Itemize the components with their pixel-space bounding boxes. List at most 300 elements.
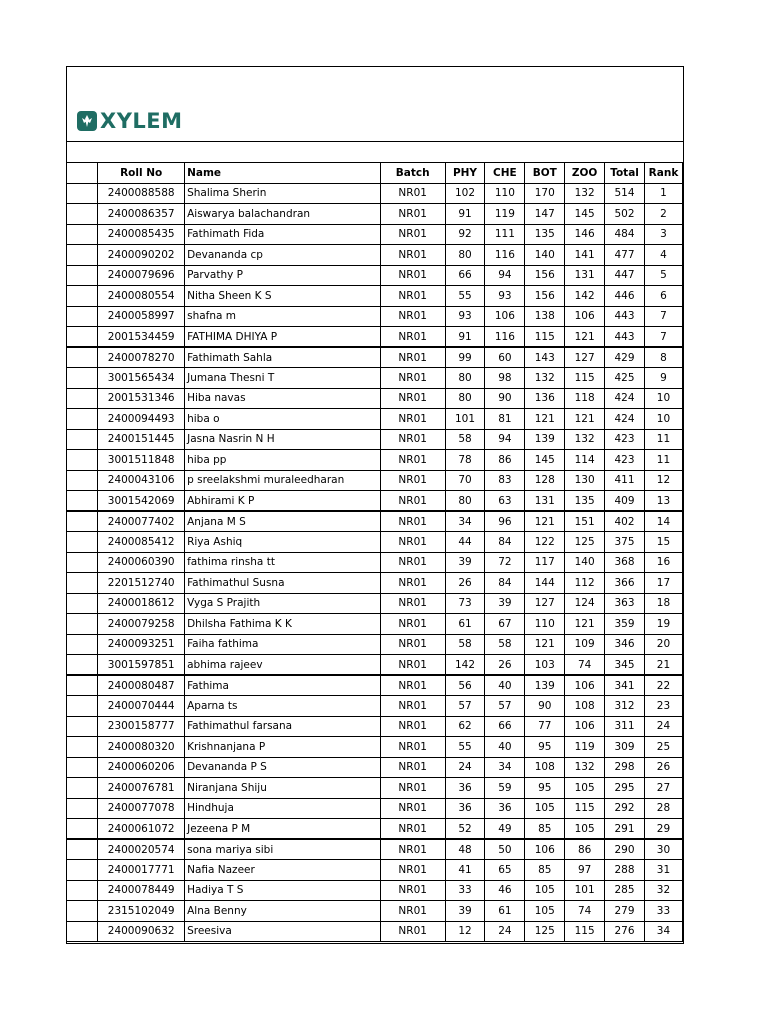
cell-roll-no: 2400080487 (98, 675, 185, 696)
cell-name: hiba o (185, 409, 381, 430)
cell-rank: 5 (644, 265, 682, 286)
cell-rank: 23 (644, 696, 682, 717)
table-row (67, 798, 683, 819)
row-blank-cell (67, 819, 98, 840)
cell-total: 341 (605, 675, 645, 696)
row-blank-cell (67, 429, 98, 450)
cell-name: Parvathy P (185, 265, 381, 286)
cell-name: Aiswarya balachandran (185, 204, 381, 225)
cell-roll-no: 2400080554 (98, 286, 185, 307)
cell-total: 443 (605, 327, 645, 348)
cell-name: Aparna ts (185, 696, 381, 717)
brand-name: XYLEM (100, 109, 183, 133)
row-blank-cell (67, 757, 98, 778)
cell-name: FATHIMA DHIYA P (185, 327, 381, 348)
cell-rank: 30 (644, 839, 682, 860)
cell-phy: 55 (445, 737, 485, 758)
cell-roll-no: 2400094493 (98, 409, 185, 430)
row-blank-cell (67, 901, 98, 922)
cell-che: 90 (485, 388, 525, 409)
cell-total: 312 (605, 696, 645, 717)
cell-total: 411 (605, 470, 645, 491)
cell-che: 116 (485, 245, 525, 266)
table-row (67, 921, 683, 942)
cell-name: Vyga S Prajith (185, 593, 381, 614)
cell-zoo: 119 (565, 737, 605, 758)
table-row (67, 265, 683, 286)
cell-roll-no: 2400060390 (98, 552, 185, 573)
cell-rank: 21 (644, 655, 682, 676)
cell-name: p sreelakshmi muraleedharan (185, 470, 381, 491)
cell-zoo: 105 (565, 778, 605, 799)
cell-roll-no: 2400061072 (98, 819, 185, 840)
table-row (67, 409, 683, 430)
cell-roll-no: 3001542069 (98, 491, 185, 512)
cell-total: 402 (605, 511, 645, 532)
cell-total: 279 (605, 901, 645, 922)
cell-batch: NR01 (380, 798, 445, 819)
row-blank-cell (67, 327, 98, 348)
row-blank-cell (67, 470, 98, 491)
cell-total: 285 (605, 880, 645, 901)
cell-rank: 15 (644, 532, 682, 553)
cell-name: Jezeena P M (185, 819, 381, 840)
cell-zoo: 141 (565, 245, 605, 266)
cell-roll-no: 2400058997 (98, 306, 185, 327)
row-blank-cell (67, 860, 98, 881)
cell-rank: 11 (644, 429, 682, 450)
cell-phy: 80 (445, 245, 485, 266)
cell-bot: 145 (525, 450, 565, 471)
table-row (67, 839, 683, 860)
row-blank-cell (67, 265, 98, 286)
cell-total: 292 (605, 798, 645, 819)
cell-bot: 139 (525, 675, 565, 696)
cell-roll-no: 2400079696 (98, 265, 185, 286)
row-blank-cell (67, 696, 98, 717)
cell-zoo: 151 (565, 511, 605, 532)
cell-batch: NR01 (380, 409, 445, 430)
cell-bot: 105 (525, 880, 565, 901)
cell-zoo: 124 (565, 593, 605, 614)
cell-roll-no: 3001597851 (98, 655, 185, 676)
cell-roll-no: 2400070444 (98, 696, 185, 717)
cell-che: 36 (485, 798, 525, 819)
results-table (67, 162, 683, 942)
cell-bot: 139 (525, 429, 565, 450)
cell-name: Riya Ashiq (185, 532, 381, 553)
row-blank-cell (67, 511, 98, 532)
cell-phy: 142 (445, 655, 485, 676)
cell-rank: 17 (644, 573, 682, 594)
cell-batch: NR01 (380, 204, 445, 225)
cell-bot: 128 (525, 470, 565, 491)
cell-rank: 33 (644, 901, 682, 922)
cell-rank: 22 (644, 675, 682, 696)
row-blank-cell (67, 573, 98, 594)
cell-total: 484 (605, 224, 645, 245)
cell-bot: 95 (525, 778, 565, 799)
cell-name: Devananda P S (185, 757, 381, 778)
cell-zoo: 109 (565, 634, 605, 655)
cell-rank: 29 (644, 819, 682, 840)
cell-che: 63 (485, 491, 525, 512)
cell-rank: 19 (644, 614, 682, 635)
cell-batch: NR01 (380, 757, 445, 778)
cell-bot: 77 (525, 716, 565, 737)
cell-che: 50 (485, 839, 525, 860)
table-row (67, 245, 683, 266)
cell-zoo: 114 (565, 450, 605, 471)
table-row (67, 306, 683, 327)
cell-phy: 80 (445, 388, 485, 409)
cell-batch: NR01 (380, 183, 445, 204)
cell-bot: 147 (525, 204, 565, 225)
cell-roll-no: 2400151445 (98, 429, 185, 450)
cell-rank: 14 (644, 511, 682, 532)
cell-bot: 85 (525, 860, 565, 881)
cell-bot: 121 (525, 511, 565, 532)
table-row (67, 368, 683, 389)
cell-phy: 41 (445, 860, 485, 881)
cell-total: 477 (605, 245, 645, 266)
table-row (67, 901, 683, 922)
cell-zoo: 86 (565, 839, 605, 860)
table-row (67, 224, 683, 245)
row-blank-cell (67, 368, 98, 389)
cell-zoo: 108 (565, 696, 605, 717)
cell-bot: 121 (525, 634, 565, 655)
cell-batch: NR01 (380, 655, 445, 676)
cell-che: 40 (485, 737, 525, 758)
cell-zoo: 135 (565, 491, 605, 512)
cell-zoo: 115 (565, 921, 605, 942)
cell-bot: 95 (525, 737, 565, 758)
cell-phy: 39 (445, 901, 485, 922)
cell-phy: 93 (445, 306, 485, 327)
cell-batch: NR01 (380, 634, 445, 655)
cell-rank: 20 (644, 634, 682, 655)
table-row (67, 450, 683, 471)
table-row (67, 573, 683, 594)
cell-roll-no: 2400020574 (98, 839, 185, 860)
table-row (67, 552, 683, 573)
cell-phy: 80 (445, 368, 485, 389)
cell-bot: 135 (525, 224, 565, 245)
cell-che: 110 (485, 183, 525, 204)
cell-name: Jumana Thesni T (185, 368, 381, 389)
cell-bot: 136 (525, 388, 565, 409)
cell-rank: 28 (644, 798, 682, 819)
cell-phy: 44 (445, 532, 485, 553)
row-blank-cell (67, 634, 98, 655)
cell-name: shafna m (185, 306, 381, 327)
row-blank-cell (67, 552, 98, 573)
logo-row (67, 67, 683, 142)
cell-name: Fathimathul farsana (185, 716, 381, 737)
cell-roll-no: 2400060206 (98, 757, 185, 778)
cell-phy: 52 (445, 819, 485, 840)
cell-che: 59 (485, 778, 525, 799)
cell-total: 366 (605, 573, 645, 594)
header-name: Name (185, 163, 381, 184)
cell-bot: 85 (525, 819, 565, 840)
row-blank-cell (67, 306, 98, 327)
cell-zoo: 101 (565, 880, 605, 901)
cell-roll-no: 2400043106 (98, 470, 185, 491)
cell-bot: 140 (525, 245, 565, 266)
cell-bot: 131 (525, 491, 565, 512)
cell-bot: 144 (525, 573, 565, 594)
cell-zoo: 121 (565, 327, 605, 348)
cell-name: Dhilsha Fathima K K (185, 614, 381, 635)
cell-bot: 103 (525, 655, 565, 676)
cell-zoo: 115 (565, 798, 605, 819)
cell-rank: 34 (644, 921, 682, 942)
row-blank-cell (67, 532, 98, 553)
cell-zoo: 142 (565, 286, 605, 307)
cell-che: 106 (485, 306, 525, 327)
cell-zoo: 132 (565, 183, 605, 204)
cell-batch: NR01 (380, 327, 445, 348)
cell-batch: NR01 (380, 388, 445, 409)
cell-phy: 36 (445, 778, 485, 799)
cell-total: 375 (605, 532, 645, 553)
cell-batch: NR01 (380, 450, 445, 471)
cell-name: Alna Benny (185, 901, 381, 922)
results-sheet (66, 66, 684, 944)
cell-phy: 91 (445, 204, 485, 225)
leaf-icon (77, 111, 97, 131)
cell-zoo: 97 (565, 860, 605, 881)
header-blank (67, 163, 98, 184)
table-row (67, 511, 683, 532)
cell-rank: 12 (644, 470, 682, 491)
cell-roll-no: 2201512740 (98, 573, 185, 594)
cell-batch: NR01 (380, 511, 445, 532)
cell-total: 346 (605, 634, 645, 655)
cell-name: Krishnanjana P (185, 737, 381, 758)
cell-zoo: 118 (565, 388, 605, 409)
cell-roll-no: 3001511848 (98, 450, 185, 471)
table-row (67, 880, 683, 901)
table-row (67, 778, 683, 799)
cell-name: Fathimath Fida (185, 224, 381, 245)
cell-rank: 4 (644, 245, 682, 266)
table-row (67, 327, 683, 348)
cell-batch: NR01 (380, 696, 445, 717)
cell-bot: 170 (525, 183, 565, 204)
header-zoo: ZOO (565, 163, 605, 184)
cell-zoo: 132 (565, 429, 605, 450)
cell-batch: NR01 (380, 880, 445, 901)
row-blank-cell (67, 675, 98, 696)
cell-phy: 73 (445, 593, 485, 614)
cell-zoo: 125 (565, 532, 605, 553)
cell-name: Niranjana Shiju (185, 778, 381, 799)
cell-name: Sreesiva (185, 921, 381, 942)
row-blank-cell (67, 880, 98, 901)
cell-name: Nafia Nazeer (185, 860, 381, 881)
cell-total: 368 (605, 552, 645, 573)
header-total: Total (605, 163, 645, 184)
cell-zoo: 106 (565, 306, 605, 327)
cell-name: Hadiya T S (185, 880, 381, 901)
cell-phy: 99 (445, 347, 485, 368)
cell-total: 514 (605, 183, 645, 204)
cell-che: 84 (485, 573, 525, 594)
header-phy: PHY (445, 163, 485, 184)
cell-total: 290 (605, 839, 645, 860)
cell-zoo: 74 (565, 901, 605, 922)
cell-phy: 92 (445, 224, 485, 245)
cell-name: sona mariya sibi (185, 839, 381, 860)
cell-rank: 7 (644, 327, 682, 348)
table-row (67, 675, 683, 696)
cell-che: 84 (485, 532, 525, 553)
cell-che: 24 (485, 921, 525, 942)
cell-name: Shalima Sherin (185, 183, 381, 204)
table-row (67, 614, 683, 635)
cell-che: 94 (485, 429, 525, 450)
cell-phy: 56 (445, 675, 485, 696)
cell-zoo: 121 (565, 409, 605, 430)
cell-bot: 108 (525, 757, 565, 778)
cell-che: 66 (485, 716, 525, 737)
cell-batch: NR01 (380, 552, 445, 573)
cell-phy: 12 (445, 921, 485, 942)
cell-bot: 122 (525, 532, 565, 553)
cell-bot: 156 (525, 265, 565, 286)
cell-bot: 156 (525, 286, 565, 307)
cell-zoo: 140 (565, 552, 605, 573)
cell-che: 61 (485, 901, 525, 922)
cell-phy: 55 (445, 286, 485, 307)
cell-roll-no: 2001531346 (98, 388, 185, 409)
row-blank-cell (67, 450, 98, 471)
cell-phy: 70 (445, 470, 485, 491)
cell-roll-no: 2400093251 (98, 634, 185, 655)
row-blank-cell (67, 655, 98, 676)
cell-zoo: 106 (565, 716, 605, 737)
cell-total: 298 (605, 757, 645, 778)
cell-roll-no: 2400085435 (98, 224, 185, 245)
cell-name: Hiba navas (185, 388, 381, 409)
cell-phy: 24 (445, 757, 485, 778)
cell-che: 93 (485, 286, 525, 307)
cell-zoo: 132 (565, 757, 605, 778)
row-blank-cell (67, 204, 98, 225)
cell-total: 424 (605, 388, 645, 409)
cell-rank: 8 (644, 347, 682, 368)
cell-phy: 62 (445, 716, 485, 737)
cell-roll-no: 2400086357 (98, 204, 185, 225)
cell-total: 502 (605, 204, 645, 225)
table-row (67, 204, 683, 225)
cell-bot: 90 (525, 696, 565, 717)
row-blank-cell (67, 245, 98, 266)
header-roll-no: Roll No (98, 163, 185, 184)
cell-phy: 66 (445, 265, 485, 286)
cell-phy: 91 (445, 327, 485, 348)
cell-name: Faiha fathima (185, 634, 381, 655)
cell-bot: 138 (525, 306, 565, 327)
row-blank-cell (67, 921, 98, 942)
table-row (67, 491, 683, 512)
cell-total: 443 (605, 306, 645, 327)
cell-roll-no: 2400018612 (98, 593, 185, 614)
cell-roll-no: 2400078449 (98, 880, 185, 901)
cell-batch: NR01 (380, 860, 445, 881)
cell-roll-no: 3001565434 (98, 368, 185, 389)
row-blank-cell (67, 286, 98, 307)
cell-zoo: 131 (565, 265, 605, 286)
table-header-row (67, 163, 683, 184)
cell-total: 295 (605, 778, 645, 799)
cell-batch: NR01 (380, 306, 445, 327)
cell-name: Hindhuja (185, 798, 381, 819)
cell-batch: NR01 (380, 265, 445, 286)
cell-roll-no: 2300158777 (98, 716, 185, 737)
cell-phy: 33 (445, 880, 485, 901)
cell-bot: 143 (525, 347, 565, 368)
row-blank-cell (67, 839, 98, 860)
cell-che: 67 (485, 614, 525, 635)
cell-rank: 31 (644, 860, 682, 881)
cell-che: 60 (485, 347, 525, 368)
cell-name: Fathima (185, 675, 381, 696)
cell-total: 447 (605, 265, 645, 286)
row-blank-cell (67, 409, 98, 430)
cell-zoo: 130 (565, 470, 605, 491)
cell-rank: 1 (644, 183, 682, 204)
table-body (67, 183, 683, 942)
cell-batch: NR01 (380, 245, 445, 266)
table-row (67, 737, 683, 758)
cell-total: 291 (605, 819, 645, 840)
cell-batch: NR01 (380, 737, 445, 758)
cell-che: 81 (485, 409, 525, 430)
cell-zoo: 127 (565, 347, 605, 368)
table-row (67, 819, 683, 840)
row-blank-cell (67, 614, 98, 635)
cell-batch: NR01 (380, 532, 445, 553)
cell-bot: 106 (525, 839, 565, 860)
table-row (67, 634, 683, 655)
cell-total: 363 (605, 593, 645, 614)
cell-roll-no: 2400017771 (98, 860, 185, 881)
cell-batch: NR01 (380, 368, 445, 389)
row-blank-cell (67, 183, 98, 204)
cell-che: 26 (485, 655, 525, 676)
cell-total: 311 (605, 716, 645, 737)
cell-roll-no: 2315102049 (98, 901, 185, 922)
cell-che: 119 (485, 204, 525, 225)
cell-che: 111 (485, 224, 525, 245)
cell-zoo: 74 (565, 655, 605, 676)
cell-phy: 102 (445, 183, 485, 204)
cell-batch: NR01 (380, 778, 445, 799)
table-row (67, 860, 683, 881)
cell-bot: 127 (525, 593, 565, 614)
cell-phy: 61 (445, 614, 485, 635)
cell-batch: NR01 (380, 224, 445, 245)
cell-batch: NR01 (380, 675, 445, 696)
row-blank-cell (67, 737, 98, 758)
cell-total: 423 (605, 429, 645, 450)
cell-che: 34 (485, 757, 525, 778)
cell-che: 49 (485, 819, 525, 840)
